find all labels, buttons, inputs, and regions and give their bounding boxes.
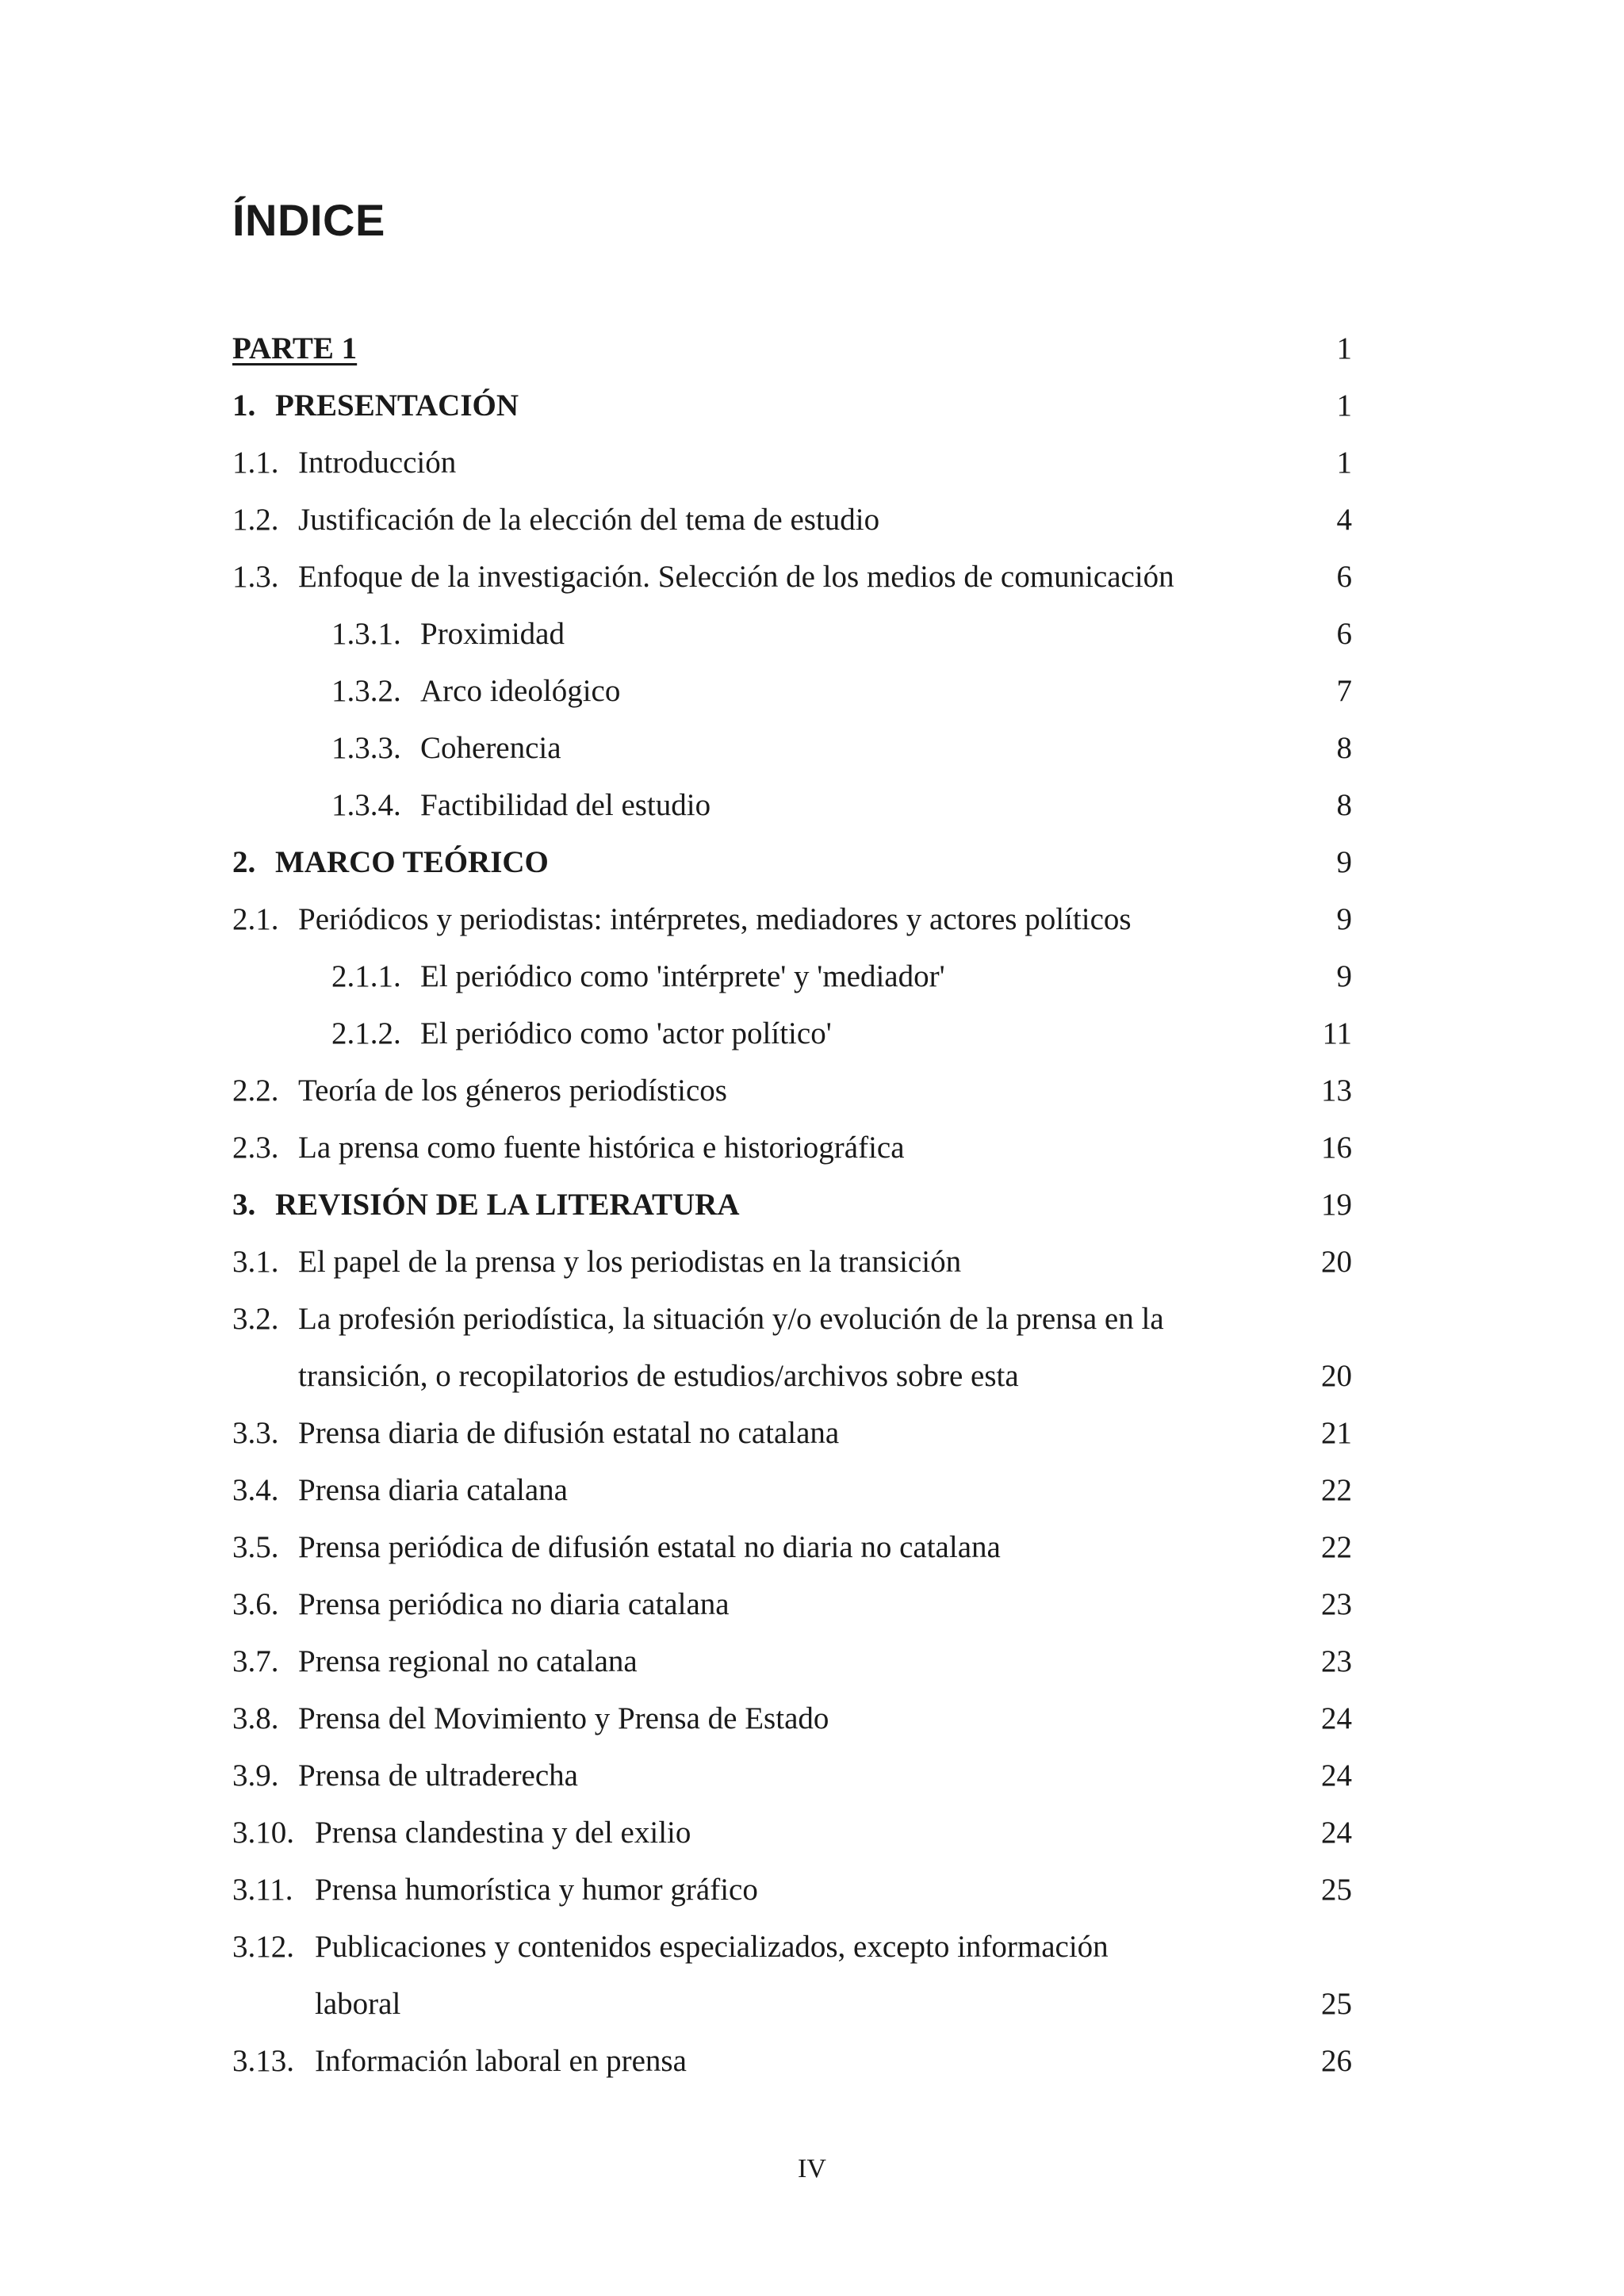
- toc-entry-label: Prensa clandestina y del exilio: [315, 1816, 691, 1850]
- toc-entry-label: Teoría de los géneros periodísticos: [298, 1073, 727, 1108]
- toc-entry-informacion-laboral[interactable]: [0, 2033, 1624, 2090]
- toc-entry-parte-1[interactable]: [0, 320, 1624, 377]
- toc-entry-page: 24: [1321, 1758, 1352, 1793]
- toc-entry-prensa-regional[interactable]: [0, 1633, 1624, 1690]
- toc-entry-page: 8: [1336, 788, 1352, 822]
- toc-entry-prensa-periodica-catalana[interactable]: [0, 1576, 1624, 1633]
- toc-entry-number: 2.1.2.: [331, 1016, 401, 1050]
- toc-entry-page: 19: [1321, 1188, 1352, 1222]
- toc-entry-factibilidad[interactable]: [0, 777, 1624, 834]
- toc-entry-page: 21: [1321, 1416, 1352, 1450]
- toc-entry-number: 1.2.: [232, 503, 279, 537]
- toc-entry-label: laboral: [315, 1987, 401, 2021]
- page-number: IV: [798, 2154, 826, 2183]
- toc-entry-number: 1.: [232, 388, 256, 423]
- toc-entry-label: Información laboral en prensa: [315, 2044, 687, 2078]
- toc-entry-marco-teorico[interactable]: [0, 834, 1624, 891]
- toc-entry-introduccion[interactable]: [0, 434, 1624, 492]
- toc-entry-number: 3.13.: [232, 2044, 294, 2078]
- toc-entry-page: 7: [1336, 674, 1352, 708]
- toc-entry-label: Publicaciones y contenidos especializados, excepto información: [315, 1930, 1109, 1964]
- toc-entry-prensa-ultraderecha[interactable]: [0, 1747, 1624, 1804]
- toc-entry-enfoque[interactable]: [0, 549, 1624, 606]
- toc-entry-number: 3.9.: [232, 1758, 279, 1793]
- toc-entry-page: 20: [1321, 1245, 1352, 1279]
- toc-entry-page: 1: [1336, 446, 1352, 480]
- toc-entry-label: Periódicos y periodistas: intérpretes, mediadores y actores políticos: [298, 902, 1132, 936]
- toc-entry-page: 6: [1336, 617, 1352, 651]
- toc-entry-label: Justificación de la elección del tema de estudio: [298, 503, 880, 537]
- toc-entry-label: Prensa de ultraderecha: [298, 1758, 578, 1793]
- toc-entry-proximidad[interactable]: [0, 606, 1624, 663]
- toc-entry-number: 2.2.: [232, 1073, 279, 1108]
- toc-entry-number: 3.3.: [232, 1416, 279, 1450]
- toc-entry-publicaciones-especializadas-continued[interactable]: [0, 1976, 1624, 2033]
- toc-entry-number: 3.12.: [232, 1930, 294, 1964]
- toc-entry-prensa-clandestina[interactable]: [0, 1804, 1624, 1862]
- toc-entry-label: Proximidad: [420, 617, 565, 651]
- toc-entry-actor-politico[interactable]: [0, 1005, 1624, 1062]
- toc-entry-number: 2.1.1.: [331, 959, 401, 993]
- toc-entry-number: 3.: [232, 1188, 256, 1222]
- toc-entry-papel-prensa[interactable]: [0, 1234, 1624, 1291]
- toc-entry-prensa-diaria-estatal[interactable]: [0, 1405, 1624, 1462]
- toc-entry-publicaciones-especializadas[interactable]: [0, 1919, 1624, 1976]
- toc-entry-label: Factibilidad del estudio: [420, 788, 711, 822]
- toc-entry-number: 1.3.4.: [331, 788, 401, 822]
- toc-entry-prensa-movimiento[interactable]: [0, 1690, 1624, 1747]
- toc-entry-label: El periódico como 'intérprete' y 'mediador': [420, 959, 945, 993]
- toc-entry-label: Prensa regional no catalana: [298, 1644, 638, 1678]
- toc-entry-number: 3.10.: [232, 1816, 294, 1850]
- toc-entry-page: 8: [1336, 731, 1352, 765]
- toc-entry-number: 3.11.: [232, 1873, 293, 1907]
- toc-entry-label: La prensa como fuente histórica e historiográfica: [298, 1131, 905, 1165]
- toc-entry-page: 25: [1321, 1873, 1352, 1907]
- toc-entry-label: Arco ideológico: [420, 674, 621, 708]
- toc-entry-label: Prensa periódica no diaria catalana: [298, 1587, 730, 1621]
- toc-entry-label: Coherencia: [420, 731, 561, 765]
- toc-entry-number: 3.8.: [232, 1701, 279, 1735]
- toc-entry-label: Prensa diaria de difusión estatal no catalana: [298, 1416, 840, 1450]
- toc-entry-page: 26: [1321, 2044, 1352, 2078]
- toc-entry-number: 1.3.1.: [331, 617, 401, 651]
- toc-entry-number: 1.1.: [232, 446, 279, 480]
- toc-entry-justificacion[interactable]: [0, 492, 1624, 549]
- toc-entry-page: 9: [1336, 845, 1352, 879]
- toc-entry-page: 9: [1336, 959, 1352, 993]
- toc-entry-arco-ideologico[interactable]: [0, 663, 1624, 720]
- toc-entry-label: Prensa humorística y humor gráfico: [315, 1873, 758, 1907]
- toc-entry-label: El papel de la prensa y los periodistas en la transición: [298, 1245, 962, 1279]
- toc-entry-prensa-fuente-historica[interactable]: [0, 1119, 1624, 1177]
- toc-entry-number: 3.2.: [232, 1302, 279, 1336]
- toc-entry-prensa-periodica-estatal[interactable]: [0, 1519, 1624, 1576]
- toc-entry-coherencia[interactable]: [0, 720, 1624, 777]
- toc-entry-number: 2.1.: [232, 902, 279, 936]
- toc-entry-label: El periódico como 'actor político': [420, 1016, 832, 1050]
- page-title: ÍNDICE: [232, 195, 385, 245]
- toc-entry-page: 20: [1321, 1359, 1352, 1393]
- toc-entry-page: 1: [1336, 331, 1352, 365]
- toc-entry-prensa-diaria-catalana[interactable]: [0, 1462, 1624, 1519]
- toc-entry-label: Prensa del Movimiento y Prensa de Estado: [298, 1701, 829, 1735]
- toc-entry-label: REVISIÓN DE LA LITERATURA: [275, 1188, 740, 1222]
- toc-entry-label: MARCO TEÓRICO: [275, 845, 549, 879]
- toc-entry-page: 24: [1321, 1701, 1352, 1735]
- toc-entry-page: 22: [1321, 1530, 1352, 1564]
- toc-entry-label: La profesión periodística, la situación y/o evolución de la prensa en la: [298, 1302, 1164, 1336]
- toc-entry-periodicos-periodistas[interactable]: [0, 891, 1624, 948]
- toc-entry-number: 2.3.: [232, 1131, 279, 1165]
- toc-entry-page: 23: [1321, 1587, 1352, 1621]
- toc-entry-label: Enfoque de la investigación. Selección de los medios de comunicación: [298, 560, 1174, 594]
- toc-entry-profesion-periodistica-continued[interactable]: [0, 1348, 1624, 1405]
- toc-entry-page: 4: [1336, 503, 1352, 537]
- toc-entry-revision-literatura[interactable]: [0, 1177, 1624, 1234]
- toc-entry-label: Prensa diaria catalana: [298, 1473, 568, 1507]
- toc-entry-label: PRESENTACIÓN: [275, 388, 519, 423]
- toc-entry-label: Introducción: [298, 446, 457, 480]
- toc-entry-teoria-generos[interactable]: [0, 1062, 1624, 1119]
- toc-entry-page: 6: [1336, 560, 1352, 594]
- toc-entry-page: 11: [1322, 1016, 1352, 1050]
- toc-entry-profesion-periodistica[interactable]: [0, 1291, 1624, 1348]
- toc-entry-page: 23: [1321, 1644, 1352, 1678]
- toc-entry-label: PARTE 1: [232, 331, 358, 365]
- toc-entry-label: Prensa periódica de difusión estatal no diaria no catalana: [298, 1530, 1001, 1564]
- toc-entry-page: 9: [1336, 902, 1352, 936]
- toc-entry-number: 3.1.: [232, 1245, 279, 1279]
- toc-entry-number: 3.7.: [232, 1644, 279, 1678]
- toc-entry-number: 1.3.: [232, 560, 279, 594]
- toc-entry-number: 2.: [232, 845, 256, 879]
- toc-entry-number: 3.6.: [232, 1587, 279, 1621]
- toc-entry-label: transición, o recopilatorios de estudios/archivos sobre esta: [298, 1359, 1019, 1393]
- toc-entry-number: 1.3.2.: [331, 674, 401, 708]
- toc-entry-page: 1: [1336, 388, 1352, 423]
- toc-entry-presentacion[interactable]: [0, 377, 1624, 434]
- toc-entry-page: 22: [1321, 1473, 1352, 1507]
- toc-entry-page: 16: [1321, 1131, 1352, 1165]
- toc-entry-number: 1.3.3.: [331, 731, 401, 765]
- toc-entry-interprete-mediador[interactable]: [0, 948, 1624, 1005]
- toc-entry-page: 13: [1321, 1073, 1352, 1108]
- toc-entry-page: 25: [1321, 1987, 1352, 2021]
- toc-entry-number: 3.4.: [232, 1473, 279, 1507]
- toc-entry-page: 24: [1321, 1816, 1352, 1850]
- toc-entry-number: 3.5.: [232, 1530, 279, 1564]
- toc-entry-prensa-humoristica[interactable]: [0, 1862, 1624, 1919]
